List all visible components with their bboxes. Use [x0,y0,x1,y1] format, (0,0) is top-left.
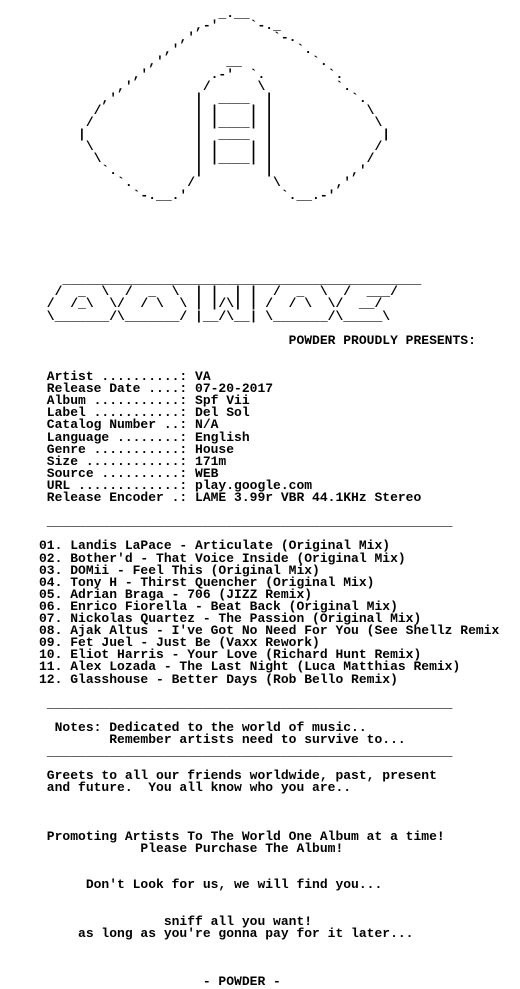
nfo-line: `-.__.' `.__.-' [0,187,336,203]
nfo-line: ,' `-. [0,30,297,46]
nfo-line: - POWDER - [0,974,281,989]
nfo-line: 11. Alex Lozada - The Last Night (Luca Matthias Remix) [0,659,461,675]
nfo-line: sniff all you want! [0,913,313,929]
nfo-line: Artist ..........: VA [0,369,211,384]
nfo-line: \_______/\_______/ |__/\__| \_______/\_____\ [0,308,391,324]
nfo-line: / _ \ / _ \ | | | | / _ \ / ___/ [0,284,398,300]
nfo-line: URL .............: play.google.com [0,477,313,493]
nfo-line: Greets to all our friends worldwide, past, present [0,768,437,784]
nfo-line: 10. Eliot Harris - Your Love (Richard Hunt Remix) [0,647,422,663]
nfo-line: ______________________________________________ [0,272,422,288]
nfo-line: Catalog Number ..: N/A [0,417,219,433]
nfo-line: 02. Bother'd - That Voice Inside (Original Mix) [0,550,406,566]
nfo-line: 05. Adrian Braga - 706 (JIZZ Remix) [0,586,313,602]
nfo-line: ,' / \ `. [0,78,352,94]
nfo-line: / | |____| | \ [0,114,383,130]
nfo-line: Album ...........: Spf Vii [0,393,250,409]
nfo-line: ____________________________________________________ [0,514,453,530]
nfo-line: Remember artists need to survive to... [0,732,406,747]
nfo-line: Genre ...........: House [0,441,235,457]
nfo-line: ,-' `-._ [0,18,281,34]
nfo-line: Notes: Dedicated to the world of music.. [0,719,367,735]
nfo-line: Language ........: English [0,429,250,445]
nfo-line: Source ..........: WEB [0,465,219,481]
nfo-line: \ | | | | / [0,139,383,155]
nfo-line: ,' __ `. [0,54,328,70]
nfo-line: _.__ [0,6,250,21]
nfo-line: / /_\ \/ / \ \ | |/\| | / / \ \/ __/ [0,296,383,312]
nfo-line: 08. Ajak Altus - I've Got No Need For You (See Shellz Remix [0,623,500,639]
nfo-line: 03. DOMii - Feel This (Original Mix) [0,562,320,578]
nfo-line: 12. Glasshouse - Better Days (Rob Bello Remix) [0,671,398,687]
nfo-line: POWDER PROUDLY PRESENTS: [0,332,476,348]
nfo-line: Don't Look for us, we will find you... [0,877,383,893]
nfo-line: 01. Landis LaPace - Articulate (Original Mix) [0,538,391,554]
nfo-line: ____________________________________________________ [0,695,453,711]
nfo-line: Promoting Artists To The World One Album at a time! [0,828,445,844]
nfo-line: ,' `. [0,42,313,58]
nfo-line: \ | |____| | / [0,151,375,167]
nfo-line: as long as you're gonna pay for it later... [0,925,414,941]
nfo-line: Release Date ....: 07-20-2017 [0,381,274,397]
nfo-line: / | | | | \ [0,102,375,118]
nfo-line: Size ............: 171m [0,453,227,469]
nfo-line: 04. Tony H - Thirst Quencher (Original Mix) [0,574,375,590]
nfo-line: `. | | ,' [0,163,367,179]
nfo-line: ,' .-' `. `. [0,66,344,82]
nfo-line: ,' | ____ | `. [0,90,367,106]
nfo-line: 09. Fet Juel - Just Be (Vaxx Rework) [0,635,320,651]
nfo-line: Please Purchase The Album! [0,840,344,856]
nfo-line: 06. Enrico Fiorella - Beat Back (Original Mix) [0,598,398,614]
nfo-line: ____________________________________________________ [0,744,453,760]
nfo-line: `. / \ ,' [0,175,352,191]
nfo-line: | | ____ | | [0,127,391,142]
nfo-line: 07. Nickolas Quartez - The Passion (Original Mix) [0,611,422,626]
nfo-line: Release Encoder .: LAME 3.99r VBR 44.1KHz Stereo [0,490,422,505]
nfo-line: Label ...........: Del Sol [0,405,250,421]
nfo-line: and future. You all know who you are.. [0,780,352,796]
